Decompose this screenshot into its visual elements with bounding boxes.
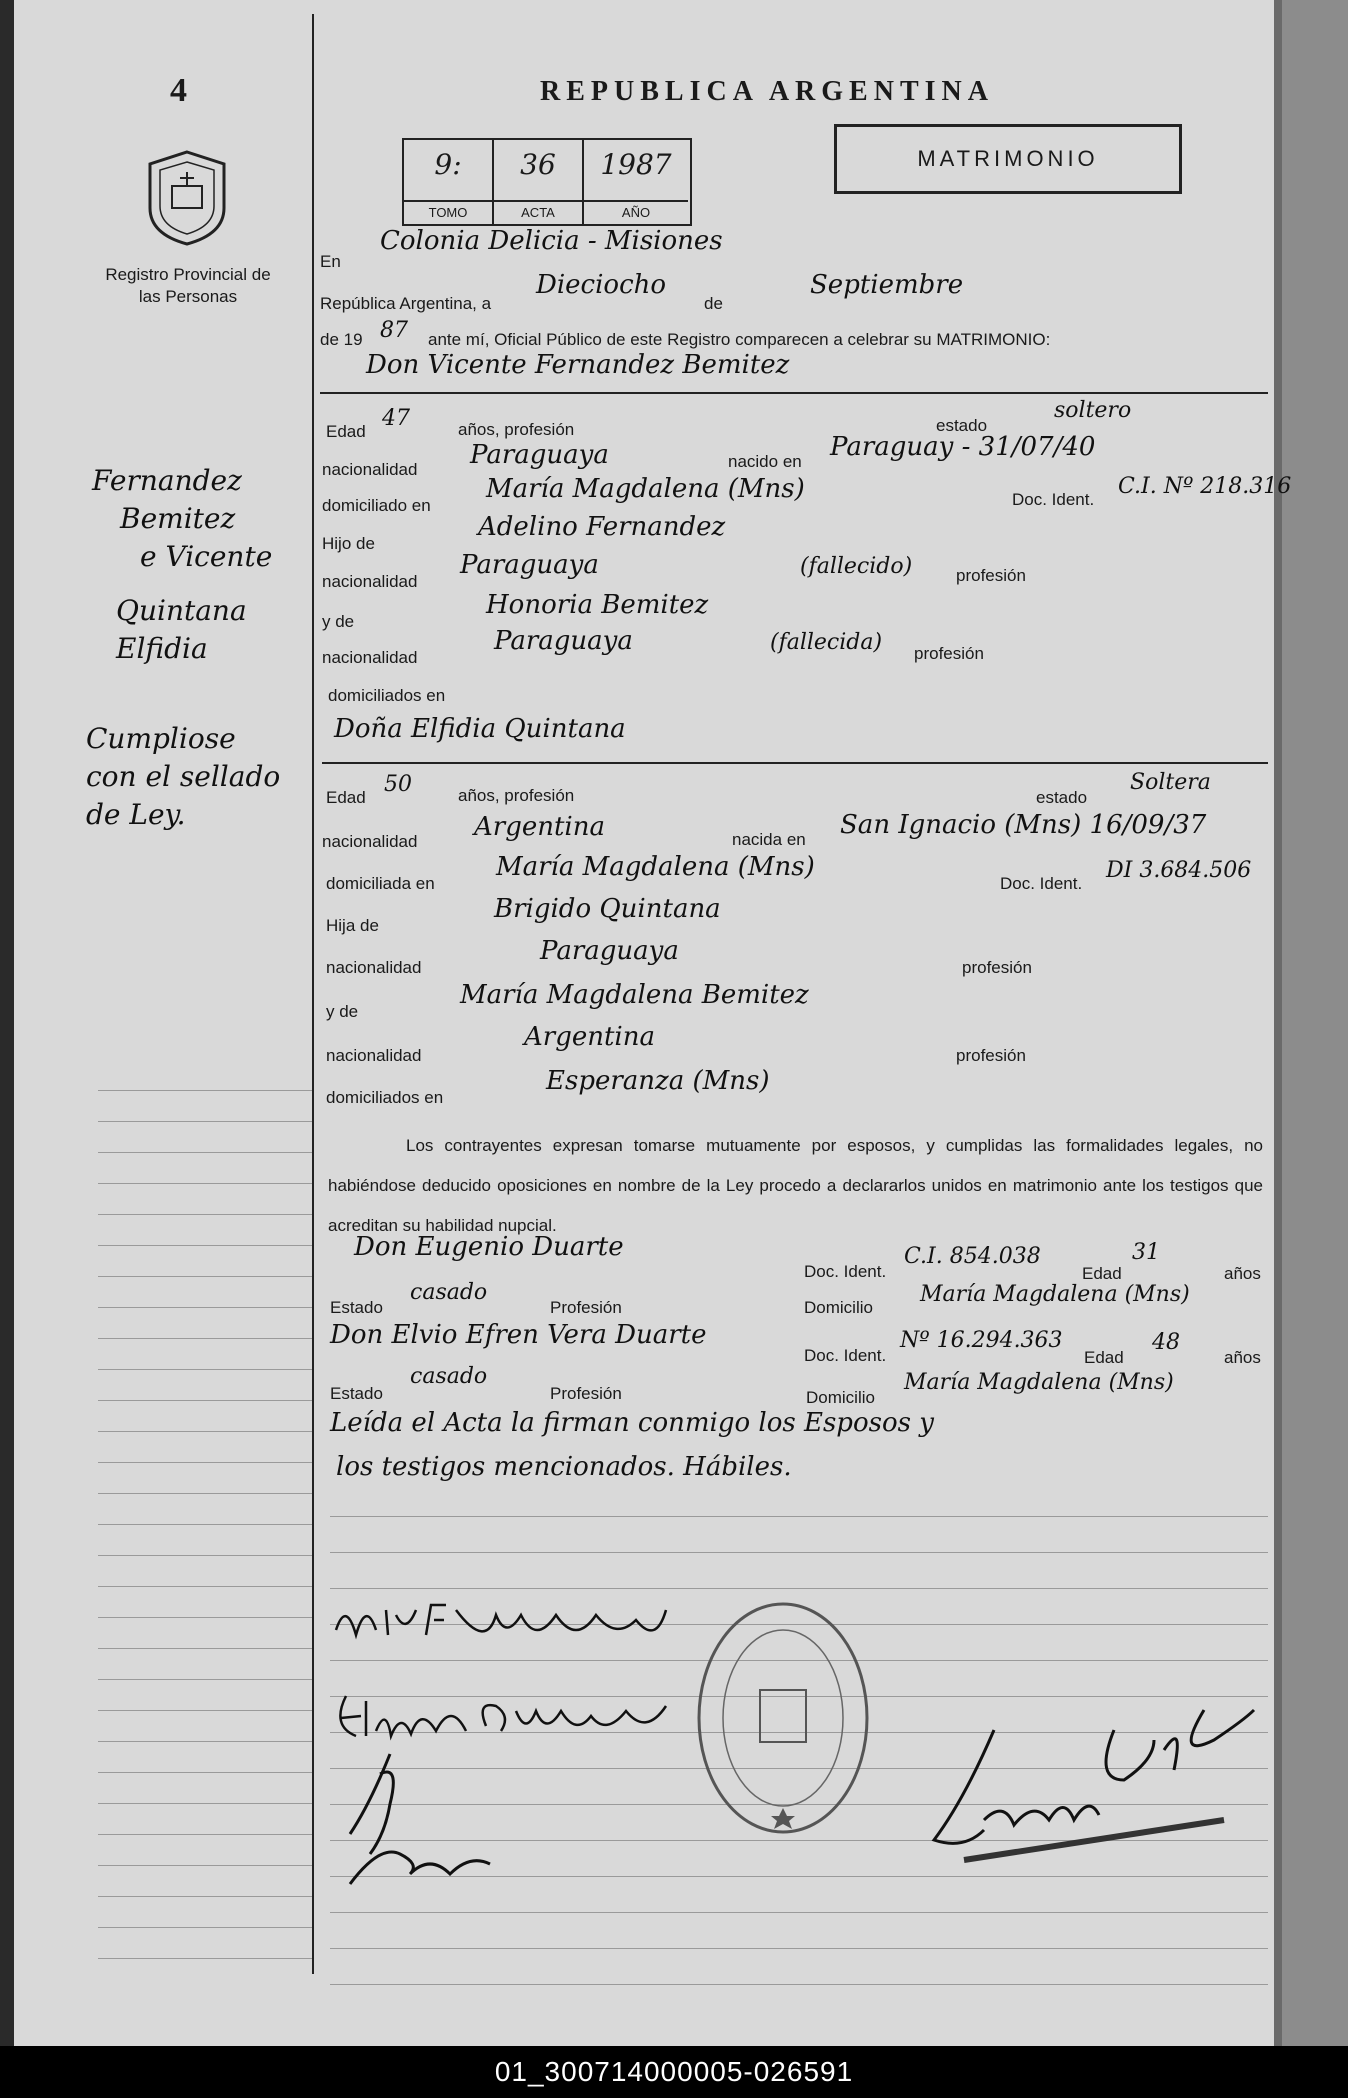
margin-rule <box>98 1617 312 1618</box>
bride-estado-label: estado <box>1036 788 1088 807</box>
groom-nacido: Paraguay - 31/07/40 <box>830 432 1096 462</box>
tomo-label: TOMO <box>404 200 492 225</box>
witness1-edad: 31 <box>1132 1240 1160 1265</box>
margin-rule <box>98 1834 312 1835</box>
bride-name: Doña Elfidia Quintana <box>334 714 626 744</box>
witness2-doc: Nº 16.294.363 <box>900 1328 1063 1353</box>
body-rule <box>330 1948 1268 1949</box>
official-stamp-icon <box>694 1598 872 1838</box>
margin-rule <box>98 1524 312 1525</box>
page-number: 4 <box>170 72 187 109</box>
witness1-estado: casado <box>410 1280 488 1305</box>
year-prefix: de 19 <box>320 330 363 349</box>
margin-rule <box>98 1183 312 1184</box>
groom-mother-prof-label: profesión <box>914 644 984 663</box>
witness-signatures-icon <box>330 1744 510 1894</box>
groom-nac-label: nacionalidad <box>322 460 418 479</box>
bride-father-nac: Paraguaya <box>540 936 679 966</box>
place-value: Colonia Delicia - Misiones <box>380 226 723 256</box>
witness2-domicilio: María Magdalena (Mns) <box>904 1370 1174 1395</box>
bride-dom-label: domiciliada en <box>326 874 435 893</box>
groom-father-nac: Paraguaya <box>460 550 599 580</box>
margin-rule <box>98 1958 312 1959</box>
bride-estado: Soltera <box>1130 770 1211 795</box>
groom-estado-label: estado <box>936 416 988 435</box>
margin-rule <box>98 1710 312 1711</box>
bride-mother: María Magdalena Bemitez <box>460 980 809 1010</box>
groom-mother-nac: Paraguaya <box>494 626 633 656</box>
margin-tax-note <box>86 720 306 834</box>
groom-doc: C.I. Nº 218.316 <box>1118 474 1292 499</box>
record-type-box: MATRIMONIO <box>834 124 1182 194</box>
margin-rule <box>98 1431 312 1432</box>
margin-rule <box>98 1121 312 1122</box>
bride-domiciliados-label: domiciliados en <box>326 1088 444 1107</box>
witness1-estado-label: Estado <box>330 1298 383 1317</box>
margin-rule <box>98 1648 312 1649</box>
body-rule <box>330 1552 1268 1553</box>
groom-mother-nac-label: nacionalidad <box>322 648 418 667</box>
bride-hija-label: Hija de <box>326 916 379 935</box>
margin-rule <box>98 1493 312 1494</box>
bride-doc-label: Doc. Ident. <box>1000 874 1083 893</box>
margin-rule <box>98 1276 312 1277</box>
margin-rule <box>98 1338 312 1339</box>
groom-father-nac-label: nacionalidad <box>322 572 418 591</box>
ano-value: 1987 <box>600 148 672 181</box>
margin-name-line: Elfidia <box>116 632 208 665</box>
bride-edad: 50 <box>384 772 412 797</box>
margin-name-line: Quintana <box>116 594 247 627</box>
margin-rule <box>98 1803 312 1804</box>
bride-father-nac-label: nacionalidad <box>326 958 422 977</box>
margin-rule <box>98 1555 312 1556</box>
witness2-estado-label: Estado <box>330 1384 383 1403</box>
groom-domiciliados-label: domiciliados en <box>328 686 446 705</box>
margin-rule <box>98 1462 312 1463</box>
bride-nacida: San Ignacio (Mns) 16/09/37 <box>840 810 1207 840</box>
provincial-seal-icon <box>142 148 232 248</box>
day-value: Dieciocho <box>536 270 667 300</box>
groom-father-prof-label: profesión <box>956 566 1026 585</box>
bride-edad-label: Edad <box>326 788 366 807</box>
body-rule <box>330 1984 1268 1985</box>
margin-rule <box>98 1741 312 1742</box>
bride-nacida-label: nacida en <box>732 830 806 849</box>
country-title: REPUBLICA ARGENTINA <box>540 76 994 107</box>
margin-name-line: Fernandez <box>92 464 242 497</box>
witness1-doc: C.I. 854.038 <box>904 1244 1041 1269</box>
witness1-dom-label: Domicilio <box>804 1298 873 1317</box>
witness2-dom-label: Domicilio <box>806 1388 875 1407</box>
acta-value: 36 <box>520 148 556 181</box>
groom-father-note: (fallecido) <box>800 554 913 579</box>
bride-nacionalidad: Argentina <box>474 812 605 842</box>
bride-domiciliados: Esperanza (Mns) <box>546 1066 770 1096</box>
record-number-box <box>402 138 692 226</box>
witness1-edad-label: Edad <box>1082 1264 1122 1283</box>
groom-yde-label: y de <box>322 612 355 631</box>
en-label: En <box>320 252 341 271</box>
bride-yde-label: y de <box>326 1002 359 1021</box>
body-rule <box>330 1588 1268 1589</box>
groom-section-rule <box>320 392 1268 394</box>
groom-edad-label: Edad <box>326 422 366 441</box>
bride-anos-label: años, profesión <box>458 786 575 805</box>
republica-label: República Argentina, a <box>320 294 492 313</box>
body-rule <box>330 1516 1268 1517</box>
witness1-domicilio: María Magdalena (Mns) <box>920 1282 1190 1307</box>
bride-doc: DI 3.684.506 <box>1106 858 1252 883</box>
margin-rule <box>98 1400 312 1401</box>
groom-anos-label: años, profesión <box>458 420 575 439</box>
groom-signature-icon <box>326 1590 696 1660</box>
de-label: de <box>704 294 723 313</box>
year-suffix: 87 <box>380 318 408 343</box>
witness1-anos-label: años <box>1224 1264 1261 1283</box>
bride-father: Brigido Quintana <box>494 894 721 924</box>
margin-rule <box>98 1307 312 1308</box>
witness2-anos-label: años <box>1224 1348 1261 1367</box>
witness1-name: Don Eugenio Duarte <box>354 1232 624 1262</box>
groom-edad: 47 <box>382 406 410 431</box>
bride-domicilio: María Magdalena (Mns) <box>496 852 815 882</box>
groom-mother: Honoria Bemitez <box>486 590 709 620</box>
month-value: Septiembre <box>810 270 964 300</box>
groom-estado: soltero <box>1054 398 1132 423</box>
margin-rule <box>98 1245 312 1246</box>
groom-domicilio: María Magdalena (Mns) <box>486 474 805 504</box>
bride-mother-nac-label: nacionalidad <box>326 1046 422 1065</box>
margin-rule <box>98 1865 312 1866</box>
official-signature-icon <box>924 1700 1264 1880</box>
closing-line-2: los testigos mencionados. Hábiles. <box>336 1452 792 1482</box>
witness1-doc-label: Doc. Ident. <box>804 1262 887 1281</box>
margin-rule <box>98 1369 312 1370</box>
bride-nac-label: nacionalidad <box>322 832 418 851</box>
acta-label: ACTA <box>494 200 582 225</box>
witness2-estado: casado <box>410 1364 488 1389</box>
margin-rule <box>98 1214 312 1215</box>
bride-mother-prof-label: profesión <box>956 1046 1026 1065</box>
declaration-paragraph: Los contrayentes expresan tomarse mutuamente por esposos, y cumplidas las formalidades legales, no habiéndose deducido oposiciones en nombre de la Ley procedo a declararlos unidos en matrimonio ante los testigos que acreditan su habilidad nupcial. <box>328 1136 1263 1235</box>
witness2-edad-label: Edad <box>1084 1348 1124 1367</box>
ano-label: AÑO <box>584 200 688 225</box>
margin-name-line: e Vicente <box>140 540 273 573</box>
margin-rule <box>98 1896 312 1897</box>
groom-name: Don Vicente Fernandez Bemitez <box>366 350 790 380</box>
margin-rule <box>98 1679 312 1680</box>
margin-tax-line: con el sellado <box>86 760 281 793</box>
witness2-doc-label: Doc. Ident. <box>804 1346 887 1365</box>
binding-edge <box>1274 0 1348 2046</box>
groom-nacionalidad: Paraguaya <box>470 440 609 470</box>
footer-code: 01_300714000005-026591 <box>0 2046 1348 2098</box>
left-margin-rule <box>312 14 314 1974</box>
tomo-value: 9: <box>434 148 462 181</box>
groom-doc-label: Doc. Ident. <box>1012 490 1095 509</box>
registry-name: Registro Provincial de las Personas <box>105 265 271 306</box>
witness2-prof-label: Profesión <box>550 1384 622 1403</box>
bride-father-prof-label: profesión <box>962 958 1032 977</box>
groom-mother-note: (fallecida) <box>770 630 883 655</box>
statement-text: ante mí, Oficial Público de este Registro comparecen a celebrar su MATRIMONIO: <box>428 330 1051 349</box>
groom-dom-label: domiciliado en <box>322 496 431 515</box>
margin-rule <box>98 1152 312 1153</box>
margin-rule <box>98 1772 312 1773</box>
bride-mother-nac: Argentina <box>524 1022 655 1052</box>
body-rule <box>330 1912 1268 1913</box>
margin-rule <box>98 1586 312 1587</box>
bride-section-rule <box>322 762 1268 764</box>
margin-tax-line: Cumpliose <box>86 722 236 755</box>
witness1-prof-label: Profesión <box>550 1298 622 1317</box>
groom-nacido-label: nacido en <box>728 452 802 471</box>
margin-tax-line: de Ley. <box>86 798 186 831</box>
margin-rule <box>98 1927 312 1928</box>
groom-father: Adelino Fernandez <box>478 512 726 542</box>
witness2-edad: 48 <box>1152 1330 1180 1355</box>
groom-hijo-label: Hijo de <box>322 534 375 553</box>
closing-line-1: Leída el Acta la firman conmigo los Esposos y <box>330 1408 934 1438</box>
margin-rule <box>98 1090 312 1091</box>
margin-names-note <box>92 462 292 668</box>
margin-name-line: Bemitez <box>120 502 236 535</box>
witness2-name: Don Elvio Efren Vera Duarte <box>330 1320 707 1350</box>
